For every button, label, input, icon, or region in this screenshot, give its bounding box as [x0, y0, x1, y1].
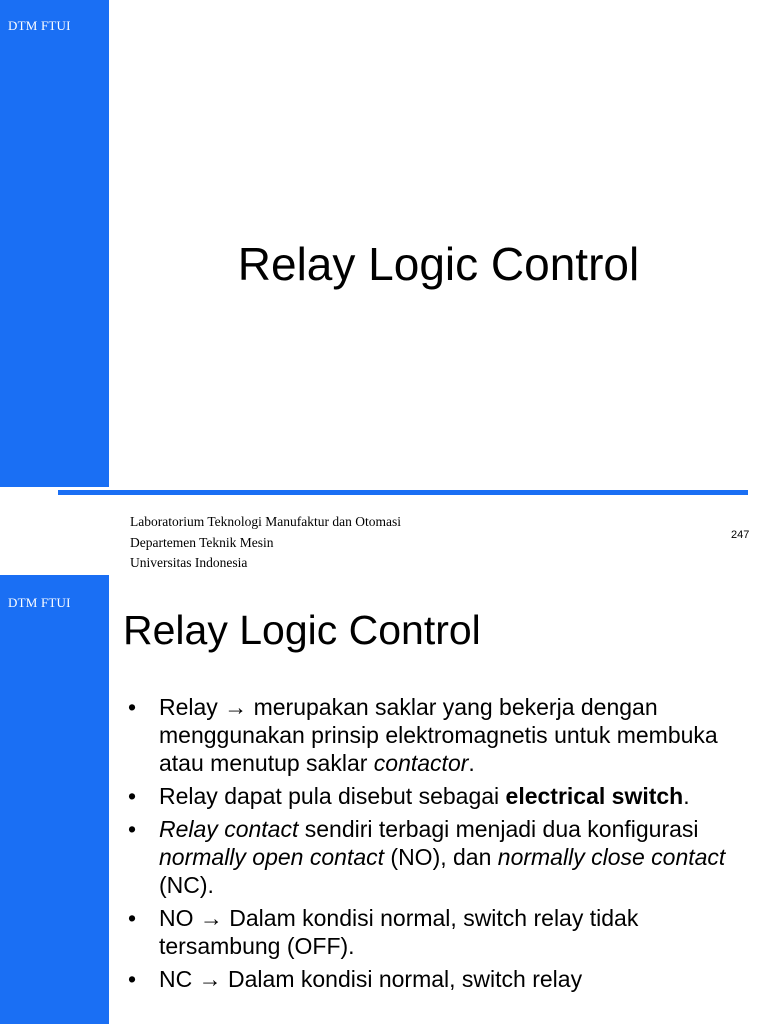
bullet-text: Dalam kondisi normal, switch relay: [221, 966, 583, 992]
bullet-text: (NC).: [159, 872, 214, 898]
bullet-text: merupakan saklar yang bekerja dengan menggunakan prinsip elektromagnetis untuk membuka atau menutup saklar: [159, 694, 718, 776]
page-number: 247: [731, 529, 750, 541]
bullet-item: [125, 965, 745, 993]
bullet-list: [125, 693, 745, 998]
divider-line: [58, 490, 748, 495]
bullet-italic-text: Relay contact: [159, 816, 299, 842]
sidebar-top: [0, 0, 109, 487]
bullet-item: [125, 693, 745, 777]
bullet-text: Relay: [159, 694, 225, 720]
sidebar-label: DTM FTUI: [8, 18, 71, 33]
footer-line: Laboratorium Teknologi Manufaktur dan Otomasi: [130, 514, 401, 529]
bullet-item: [125, 904, 745, 960]
bullet-text: NO: [159, 905, 200, 931]
footer-institution: [130, 512, 401, 574]
bullet-italic-text: normally close contact: [497, 844, 726, 870]
footer-line: Departemen Teknik Mesin: [130, 534, 274, 550]
arrow-icon: →: [224, 694, 248, 720]
sidebar-label: DTM FTUI: [8, 595, 71, 610]
bullet-italic-text: contactor: [373, 750, 469, 776]
bullet-text: NC: [159, 966, 199, 992]
bullet-text: sendiri terbagi menjadi dua konfigurasi: [298, 816, 699, 842]
bullet-text: .: [683, 783, 690, 809]
footer-line: Universitas Indonesia: [130, 555, 248, 570]
bullet-item: [125, 815, 745, 899]
bullet-bold-text: electrical switch: [505, 783, 684, 809]
sidebar-bottom: [0, 575, 109, 1024]
bullet-text: Relay dapat pula disebut sebagai: [159, 783, 506, 809]
slide-title: Relay Logic Control: [123, 607, 481, 653]
bullet-italic-text: normally open contact: [159, 844, 385, 870]
bullet-text: .: [468, 750, 475, 776]
arrow-icon: →: [198, 966, 222, 992]
arrow-icon: →: [199, 905, 223, 931]
bullet-item: [125, 782, 745, 810]
bullet-text: (NO), dan: [384, 844, 498, 870]
bullet-text: Dalam kondisi normal, switch relay tidak tersambung (OFF).: [159, 905, 639, 959]
slide-title: Relay Logic Control: [237, 238, 640, 290]
